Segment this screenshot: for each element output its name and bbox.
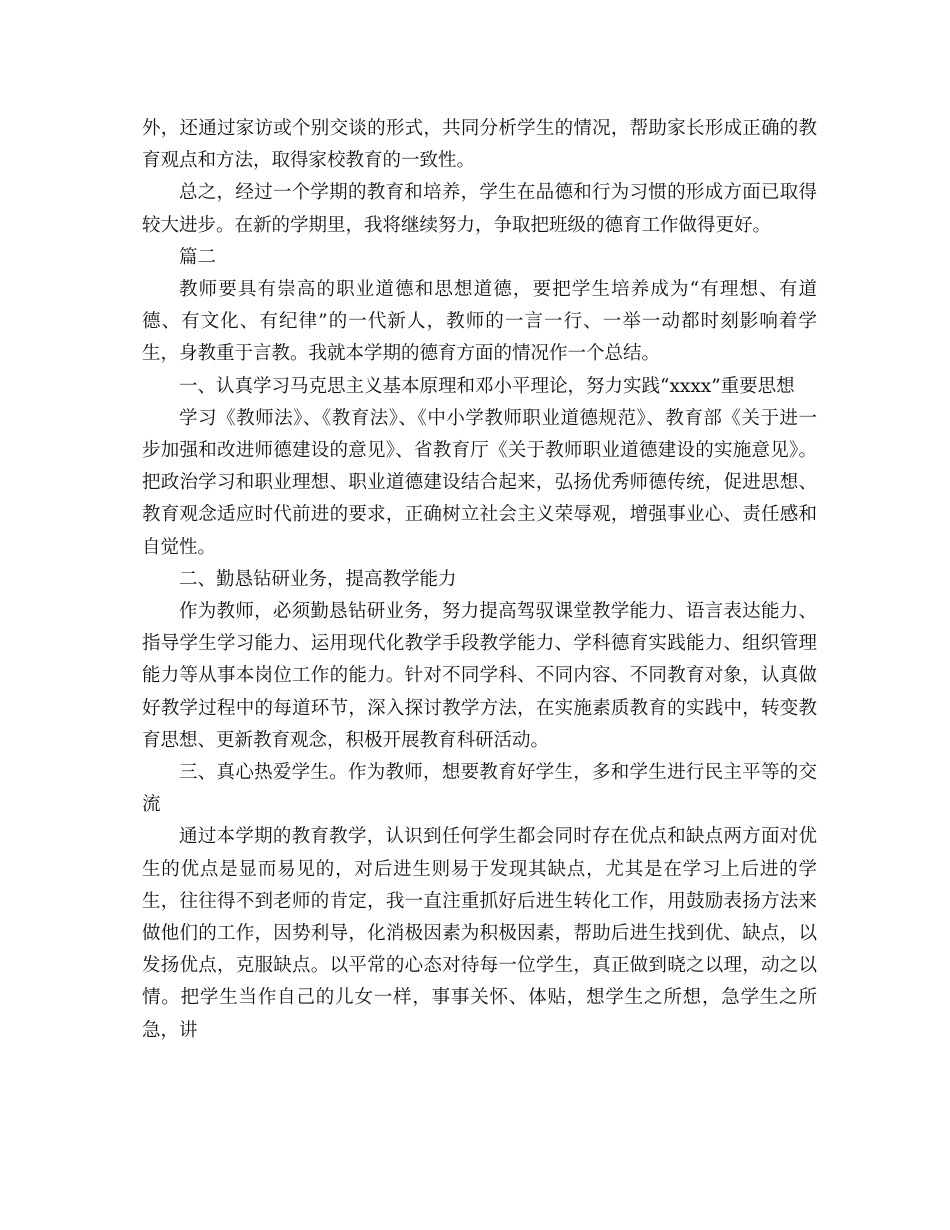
document-body (142, 113, 817, 1047)
paragraph-intro: 教师要具有崇高的职业道德和思想道德，要把学生培养成为“有理想、有道德、有文化、有纪律”的一代新人，教师的一言一行、一举一动都时刻影响着学生，身教重于言教。我就本学期的德育方面的情况作一个总结。 (142, 279, 817, 365)
paragraph-teaching-ability: 作为教师，必须勤恳钻研业务，努力提高驾驭课堂教学能力、语言表达能力、指导学生学习能力、运用现代化教学手段教学能力、学科德育实践能力、组织管理能力等从事本岗位工作的能力。针对不同学科、不同内容、不同教育对象，认真做好教学过程中的每道环节，深入探讨教学方法，在实施素质教育的实践中，转变教育思想、更新教育观念，积极开展教育科研活动。 (142, 601, 817, 751)
paragraph-conclusion: 总之，经过一个学期的教育和培养，学生在品德和行为习惯的形成方面已取得较大进步。在新的学期里，我将继续努力，争取把班级的德育工作做得更好。 (142, 182, 817, 236)
heading-teaching-ability: 二、勤恳钻研业务，提高教学能力 (179, 568, 457, 590)
paragraph-study-laws: 学习《教师法》、《教育法》、《中小学教师职业道德规范》、教育部《关于进一步加强和改进师德建设的意见》、省教育厅《关于教师职业道德建设的实施意见》。把政治学习和职业理想、职业道德建设结合起来，弘扬优秀师德传统，促进思想、教育观念适应时代前进的要求，正确树立社会主义荣辱观，增强事业心、责任感和自觉性。 (142, 407, 817, 558)
heading-love-students: 三、真心热爱学生。作为教师，想要教育好学生，多和学生进行民主平等的交流 (142, 762, 817, 816)
paragraph-love-students: 通过本学期的教育教学，认识到任何学生都会同时存在优点和缺点两方面对优生的优点是显而易见的，对后进生则易于发现其缺点，尤其是在学习上后进的学生，往往得不到老师的肯定，我一直注重抓好后进生转化工作，用鼓励表扬方法来做他们的工作，因势利导，化消极因素为积极因素，帮助后进生找到优、缺点，以发扬优点，克服缺点。以平常的心态对待每一位学生，真正做到晓之以理，动之以情。把学生当作自己的儿女一样，事事关怀、体贴，想学生之所想，急学生之所急，讲 (142, 826, 817, 1041)
paragraph-continued: 外，还通过家访或个别交谈的形式，共同分析学生的情况，帮助家长形成正确的教育观点和方法，取得家校教育的一致性。 (142, 118, 817, 172)
section-title: 篇二 (179, 246, 217, 268)
heading-study-theory: 一、认真学习马克思主义基本原理和邓小平理论，努力实践“xxxx”重要思想 (179, 375, 795, 397)
